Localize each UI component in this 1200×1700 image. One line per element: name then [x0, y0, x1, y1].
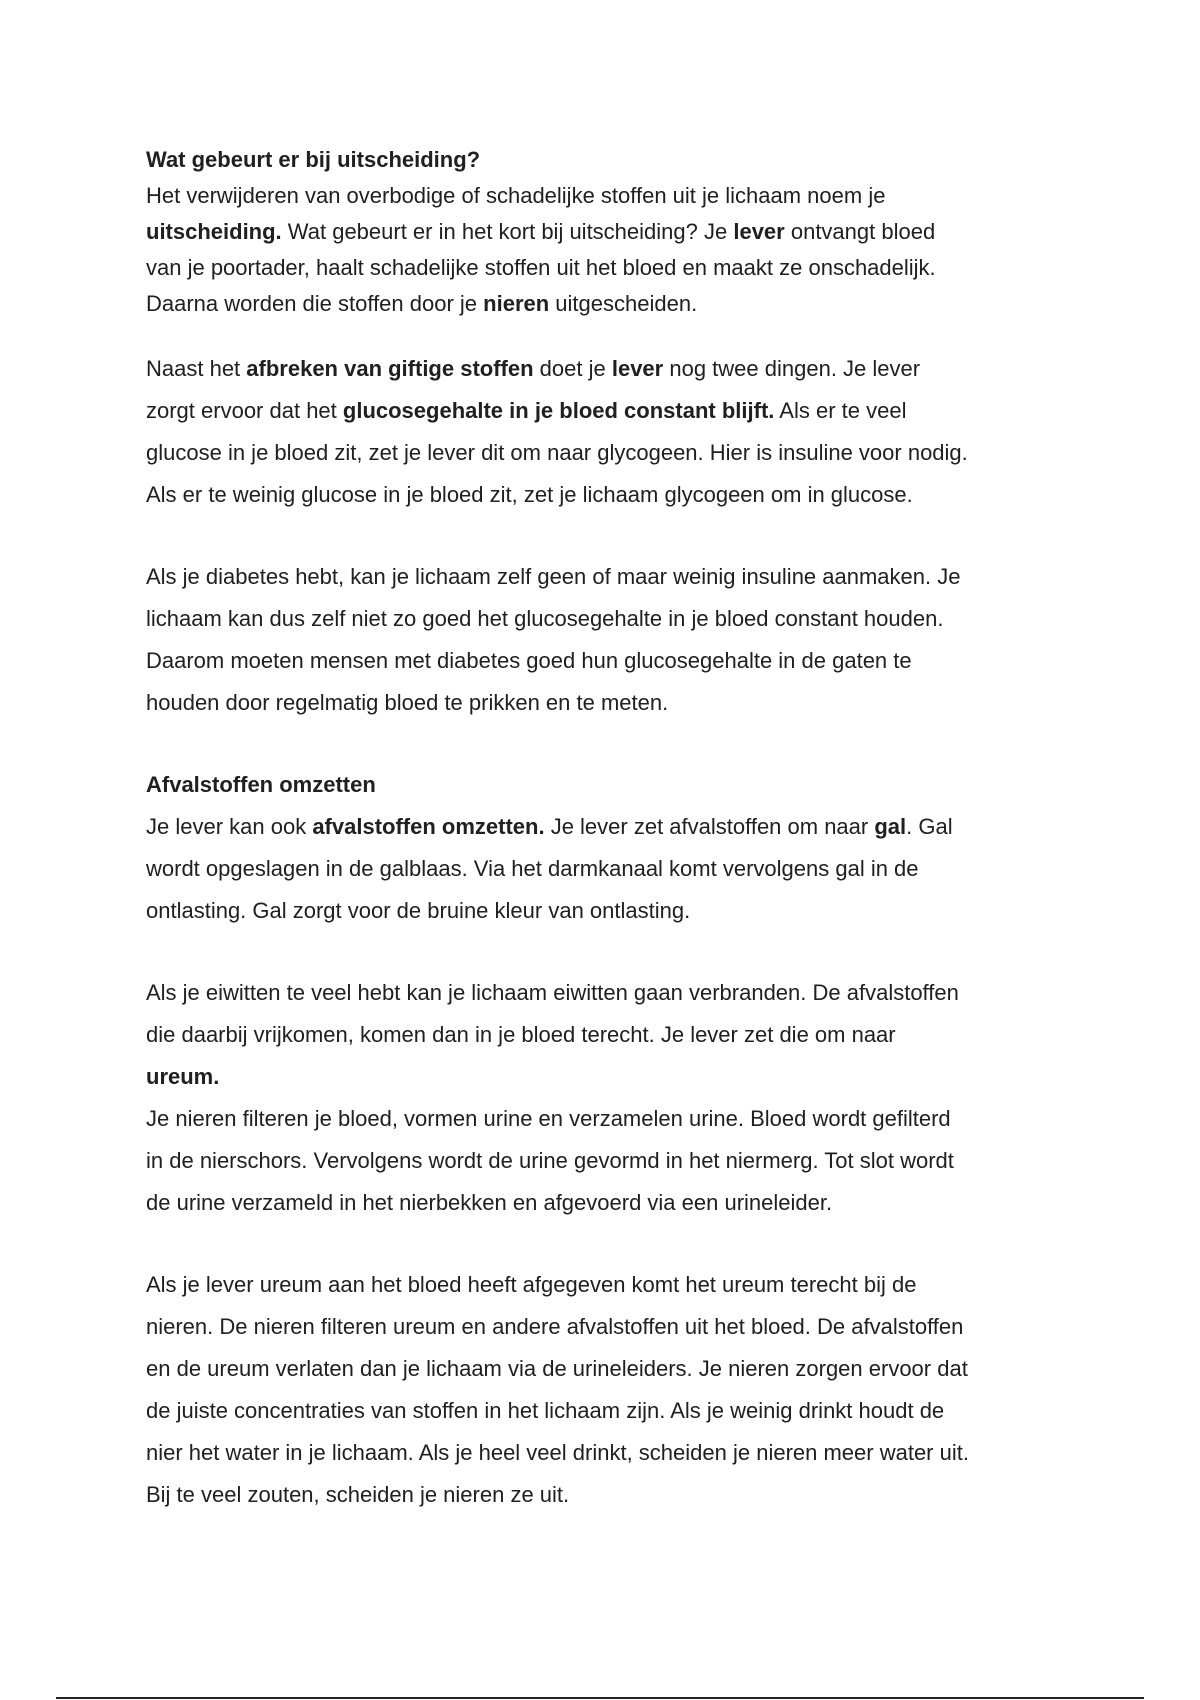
- text-run: ontlasting. Gal zorgt voor de bruine kleur van ontlasting.: [146, 898, 691, 923]
- text-line: [146, 1140, 1066, 1182]
- text-line: [146, 348, 1066, 390]
- text-run: lichaam kan dus zelf niet zo goed het glucosegehalte in je bloed constant houden.: [146, 606, 944, 631]
- text-line: [146, 1390, 1066, 1432]
- bold-term: gal: [874, 814, 907, 839]
- text-line: [146, 556, 1066, 598]
- text-line: [146, 1474, 1066, 1516]
- text-line: [146, 848, 1066, 890]
- text-run: . Gal: [906, 814, 953, 839]
- text-line: [146, 474, 1066, 516]
- bold-term: afvalstoffen omzetten.: [312, 814, 545, 839]
- text-run: uitgescheiden.: [549, 291, 698, 316]
- text-line: [146, 682, 1066, 724]
- bold-term: ureum.: [146, 1064, 220, 1089]
- text-run: Wat gebeurt er in het kort bij uitscheiding? Je: [281, 219, 734, 244]
- paragraph-lever-functies: [146, 348, 1066, 516]
- text-run: Bij te veel zouten, scheiden je nieren ze uit.: [146, 1482, 570, 1507]
- text-line: [146, 640, 1066, 682]
- bold-term: lever: [733, 219, 785, 244]
- text-line: [146, 432, 1066, 474]
- text-run: die daarbij vrijkomen, komen dan in je bloed terecht. Je lever zet die om naar: [146, 1022, 896, 1047]
- text-run: Naast het: [146, 356, 247, 381]
- text-run: Als je lever ureum aan het bloed heeft afgegeven komt het ureum terecht bij de: [146, 1272, 917, 1297]
- text-run: de urine verzameld in het nierbekken en afgevoerd via een urineleider.: [146, 1190, 833, 1215]
- text-run: en de ureum verlaten dan je lichaam via de urineleiders. Je nieren zorgen ervoor dat: [146, 1356, 968, 1381]
- heading-uitscheiding: Wat gebeurt er bij uitscheiding?: [146, 147, 481, 172]
- text-run: nier het water in je lichaam. Als je heel veel drinkt, scheiden je nieren meer water uit.: [146, 1440, 969, 1465]
- text-run: de juiste concentraties van stoffen in het lichaam zijn. Als je weinig drinkt houdt de: [146, 1398, 945, 1423]
- text-line: [146, 390, 1066, 432]
- bold-term: lever: [611, 356, 664, 381]
- text-run: Als je diabetes hebt, kan je lichaam zelf geen of maar weinig insuline aanmaken. Je: [146, 564, 961, 589]
- text-run: doet je: [533, 356, 612, 381]
- text-run: Daarna worden die stoffen door je: [146, 291, 484, 316]
- footer-rule: [56, 1697, 1144, 1699]
- bold-term: nieren: [483, 291, 550, 316]
- text-line: [146, 598, 1066, 640]
- text-run: nieren. De nieren filteren ureum en andere afvalstoffen uit het bloed. De afvalstoffen: [146, 1314, 964, 1339]
- heading-afvalstoffen-omzetten: Afvalstoffen omzetten: [146, 772, 376, 797]
- text-run: houden door regelmatig bloed te prikken en te meten.: [146, 690, 669, 715]
- text-run: wordt opgeslagen in de galblaas. Via het darmkanaal komt vervolgens gal in de: [146, 856, 919, 881]
- text-line: [146, 1348, 1066, 1390]
- paragraph-uitscheiding: [146, 178, 1066, 322]
- text-run: Je lever kan ook: [146, 814, 313, 839]
- text-line: [146, 1098, 1066, 1140]
- paragraph-ureum-nieren: [146, 1264, 1066, 1516]
- text-line: [146, 1182, 1066, 1224]
- text-run: Daarom moeten mensen met diabetes goed hun glucosegehalte in de gaten te: [146, 648, 912, 673]
- text-line: [146, 1306, 1066, 1348]
- text-run: zorgt ervoor dat het: [146, 398, 343, 423]
- text-line: [146, 806, 1066, 848]
- bold-term: uitscheiding.: [146, 219, 282, 244]
- paragraph-diabetes: [146, 556, 1066, 724]
- text-run: Als er te veel: [774, 398, 907, 423]
- text-run: Je lever zet afvalstoffen om naar: [544, 814, 875, 839]
- text-line: [146, 1014, 1066, 1056]
- text-run: Als je eiwitten te veel hebt kan je lichaam eiwitten gaan verbranden. De afvalstoffen: [146, 980, 959, 1005]
- text-run: van je poortader, haalt schadelijke stoffen uit het bloed en maakt ze onschadelijk.: [146, 255, 936, 280]
- text-line: [146, 1264, 1066, 1306]
- text-line: [146, 1056, 1066, 1098]
- text-run: ontvangt bloed: [784, 219, 936, 244]
- text-line: [146, 286, 1066, 322]
- text-run: glucose in je bloed zit, zet je lever dit om naar glycogeen. Hier is insuline voor nodig.: [146, 440, 968, 465]
- text-line: [146, 178, 1066, 214]
- paragraph-eiwitten-nieren: [146, 972, 1066, 1224]
- text-run: Als er te weinig glucose in je bloed zit, zet je lichaam glycogeen om in glucose.: [146, 482, 913, 507]
- text-run: nog twee dingen. Je lever: [663, 356, 921, 381]
- text-line: [146, 1432, 1066, 1474]
- document-page: [146, 142, 1066, 1516]
- text-line: [146, 214, 1066, 250]
- text-run: Het verwijderen van overbodige of schadelijke stoffen uit je lichaam noem je: [146, 183, 886, 208]
- text-line: [146, 890, 1066, 932]
- bold-term: afbreken van giftige stoffen: [246, 356, 534, 381]
- text-line: [146, 972, 1066, 1014]
- bold-term: glucosegehalte in je bloed constant blijft.: [342, 398, 775, 423]
- text-run: Je nieren filteren je bloed, vormen urine en verzamelen urine. Bloed wordt gefilterd: [146, 1106, 951, 1131]
- text-run: in de nierschors. Vervolgens wordt de urine gevormd in het niermerg. Tot slot wordt: [146, 1148, 954, 1173]
- text-line: [146, 250, 1066, 286]
- paragraph-afvalstoffen: [146, 806, 1066, 932]
